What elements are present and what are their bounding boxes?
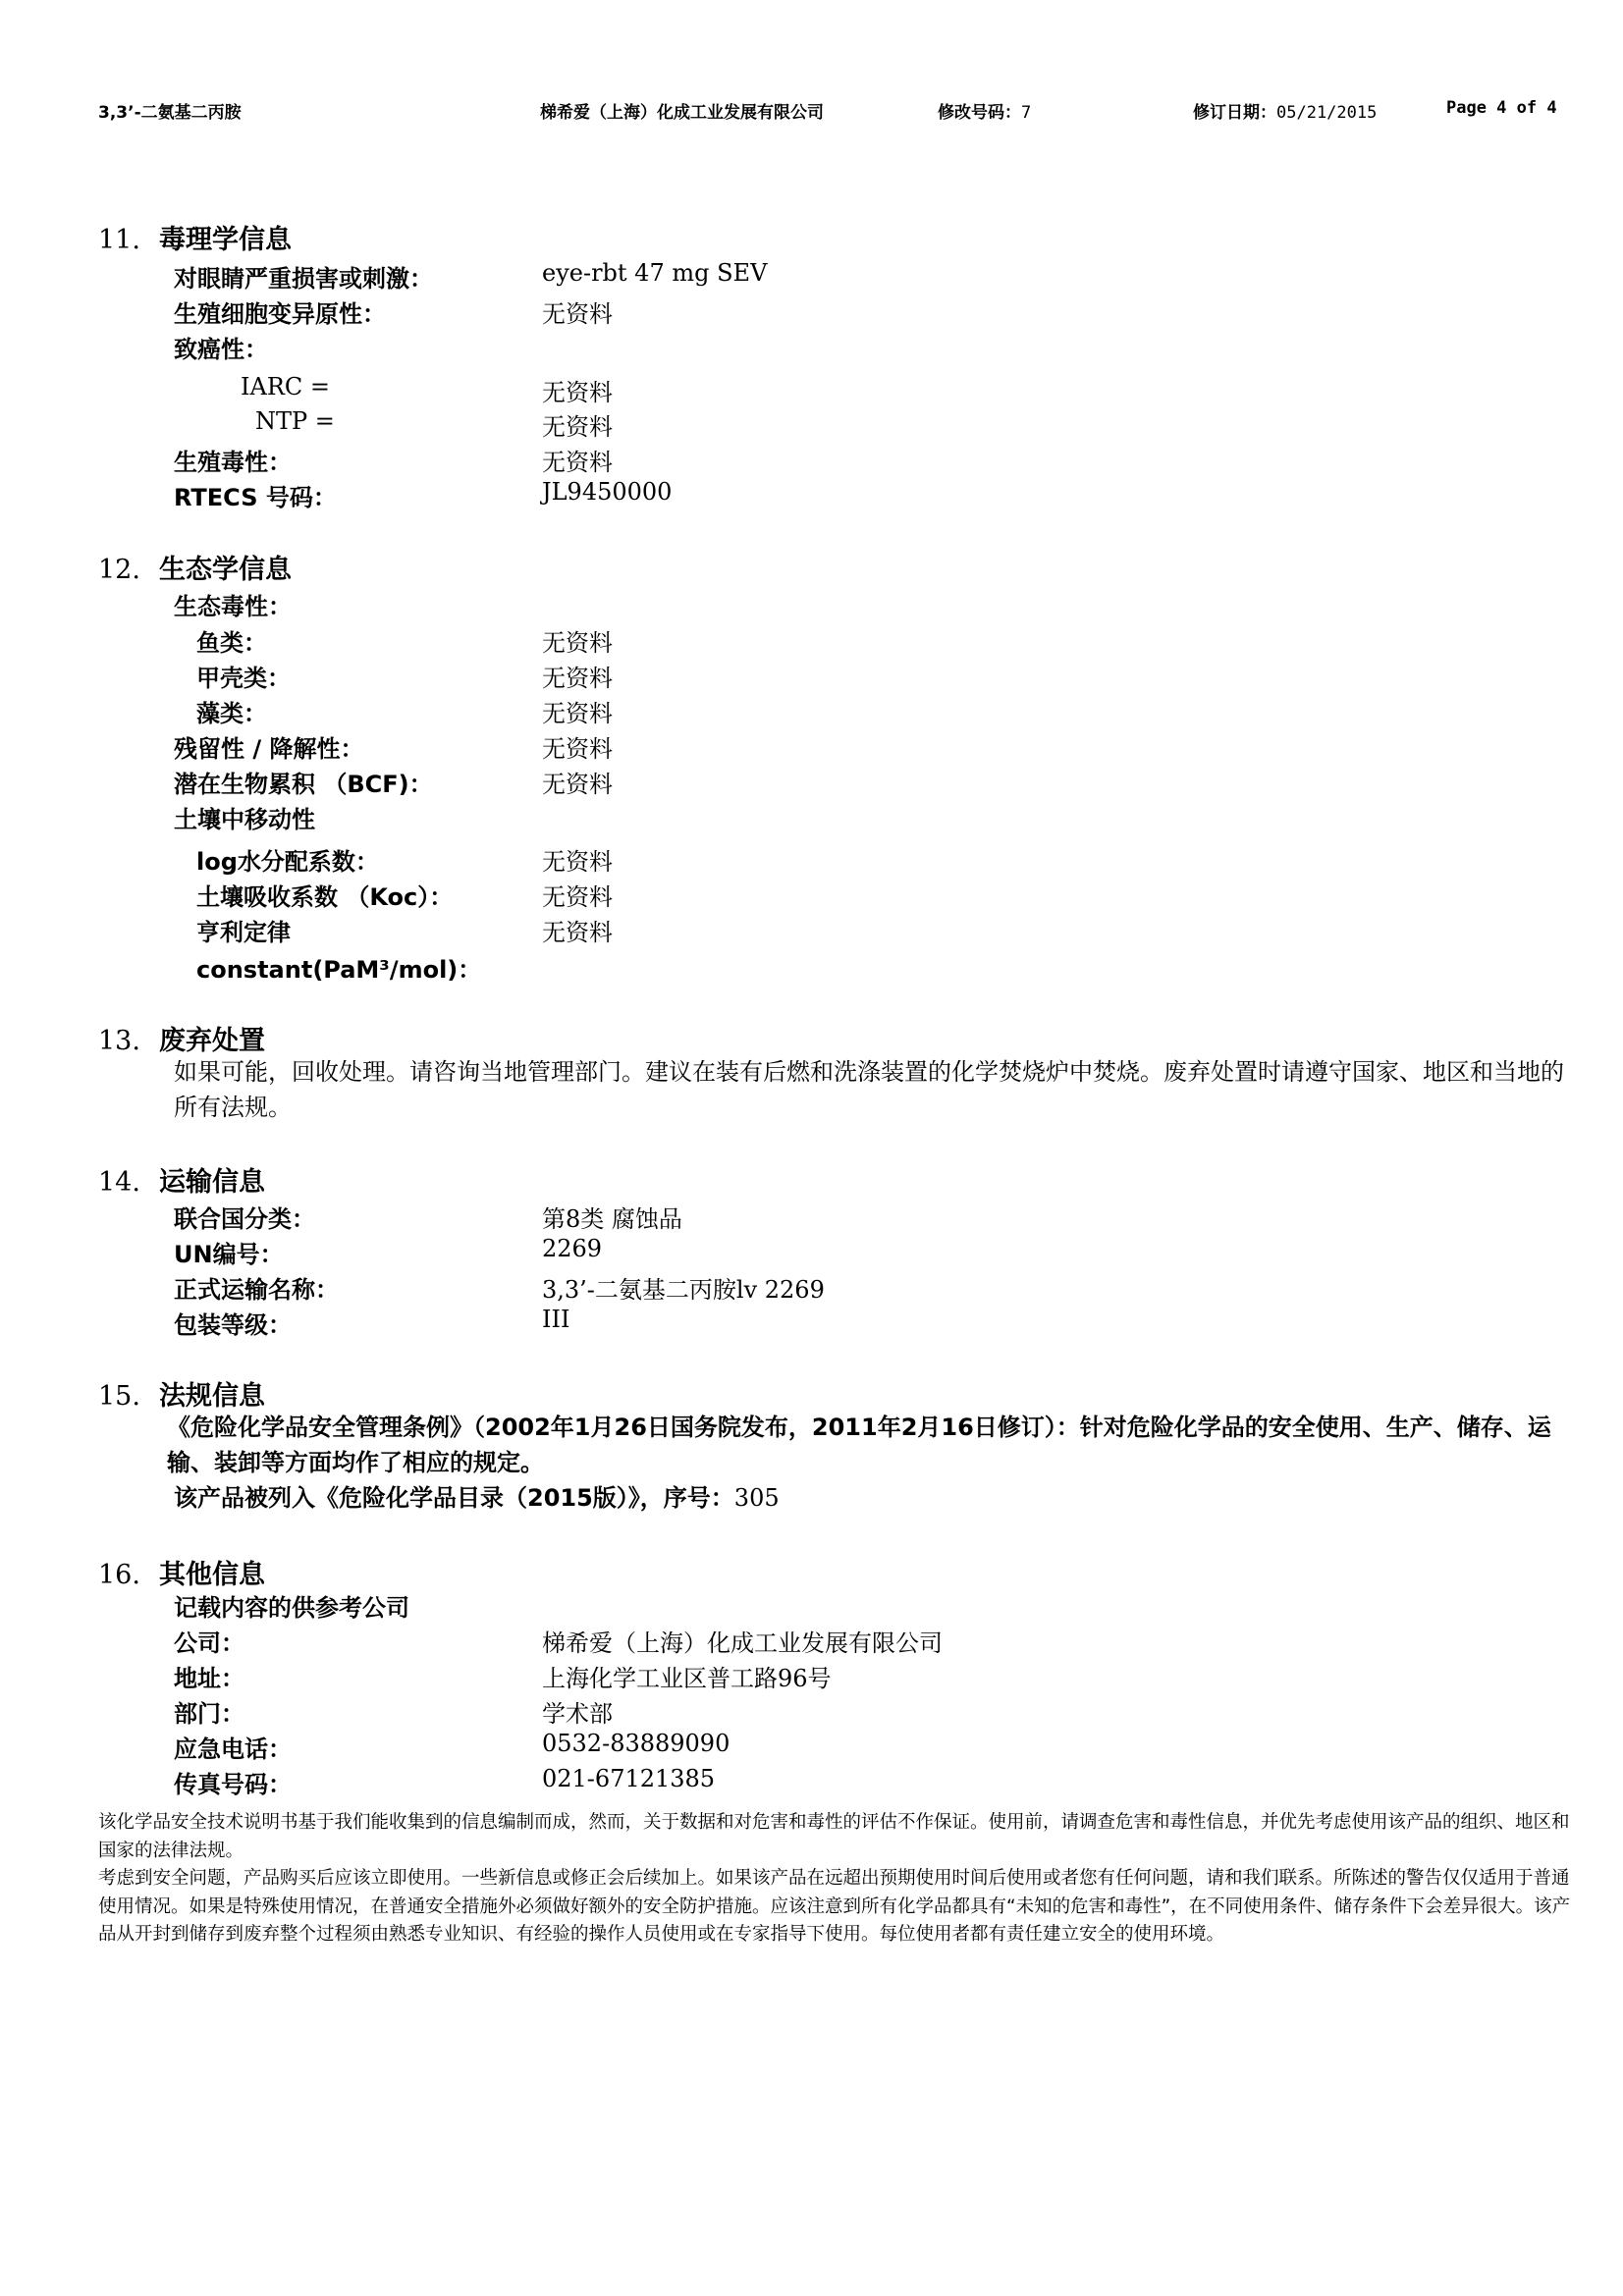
section-12-title: 12. 生态学信息 [98, 555, 292, 585]
section-14-title: 14. 运输信息 [98, 1167, 265, 1198]
section-15-title: 15. 法规信息 [98, 1381, 265, 1412]
disclaimer-paragraph-1: 该化学品安全技术说明书基于我们能收集到的信息编制而成，然而，关于数据和对危害和毒性的评估不作保证。使用前，请调查危害和毒性信息，并优先考虑使用该产品的组织、地区和国家的法律法规。 [98, 1812, 1570, 1861]
disclaimer-paragraph-2: 考虑到安全问题，产品购买后应该立即使用。一些新信息或修正会后续加上。如果该产品在远超出预期使用时间后使用或者您有任何问题，请和我们联系。所陈述的警告仅仅适用于普通使用情况。如果是特殊使用情况，在普通安全措施外必须做好额外的安全防护措施。应该注意到所有化学品都具有“未知的危害和毒性”，在不同使用条件、储存条件下会差异很大。该产品从开封到储存到废弃整个过程须由熟悉专业知识、有经验的操作人员使用或在专家指导下使用。每位使用者都有责任建立安全的使用环境。 [98, 1868, 1571, 1945]
regulation-text: 《危险化学品安全管理条例》（2002年1月26日国务院发布，2011年2月16日修订）：针对危险化学品的安全使用、生产、储存、运输、装卸等方面均作了相应的规定。 [167, 1414, 1551, 1476]
disposal-text: 如果可能，回收处理。请咨询当地管理部门。建议在装有后燃和洗涤装置的化学焚烧炉中焚烧。废弃处置时请遵守国家、地区和当地的所有法规。 [174, 1058, 1564, 1121]
section-16-title: 16. 其他信息 [98, 1560, 265, 1590]
header-product: 3,3’-二氨基二丙胺 [98, 103, 242, 123]
header-company: 梯希爱（上海）化成工业发展有限公司 [540, 103, 824, 123]
header-date: 修订日期：05/21/2015 [1193, 103, 1378, 123]
header-page-number: Page 4 of 4 [1446, 98, 1557, 118]
page-header [0, 98, 1623, 128]
header-revision: 修改号码：7 [938, 103, 1032, 123]
section-13-title: 13. 废弃处置 [98, 1026, 265, 1056]
section-11-title: 11. 毒理学信息 [98, 225, 292, 255]
disclaimer [98, 1809, 1576, 1949]
catalogue-listing: 该产品被列入《危险化学品目录（2015版）》，序号：305 [174, 1484, 780, 1512]
